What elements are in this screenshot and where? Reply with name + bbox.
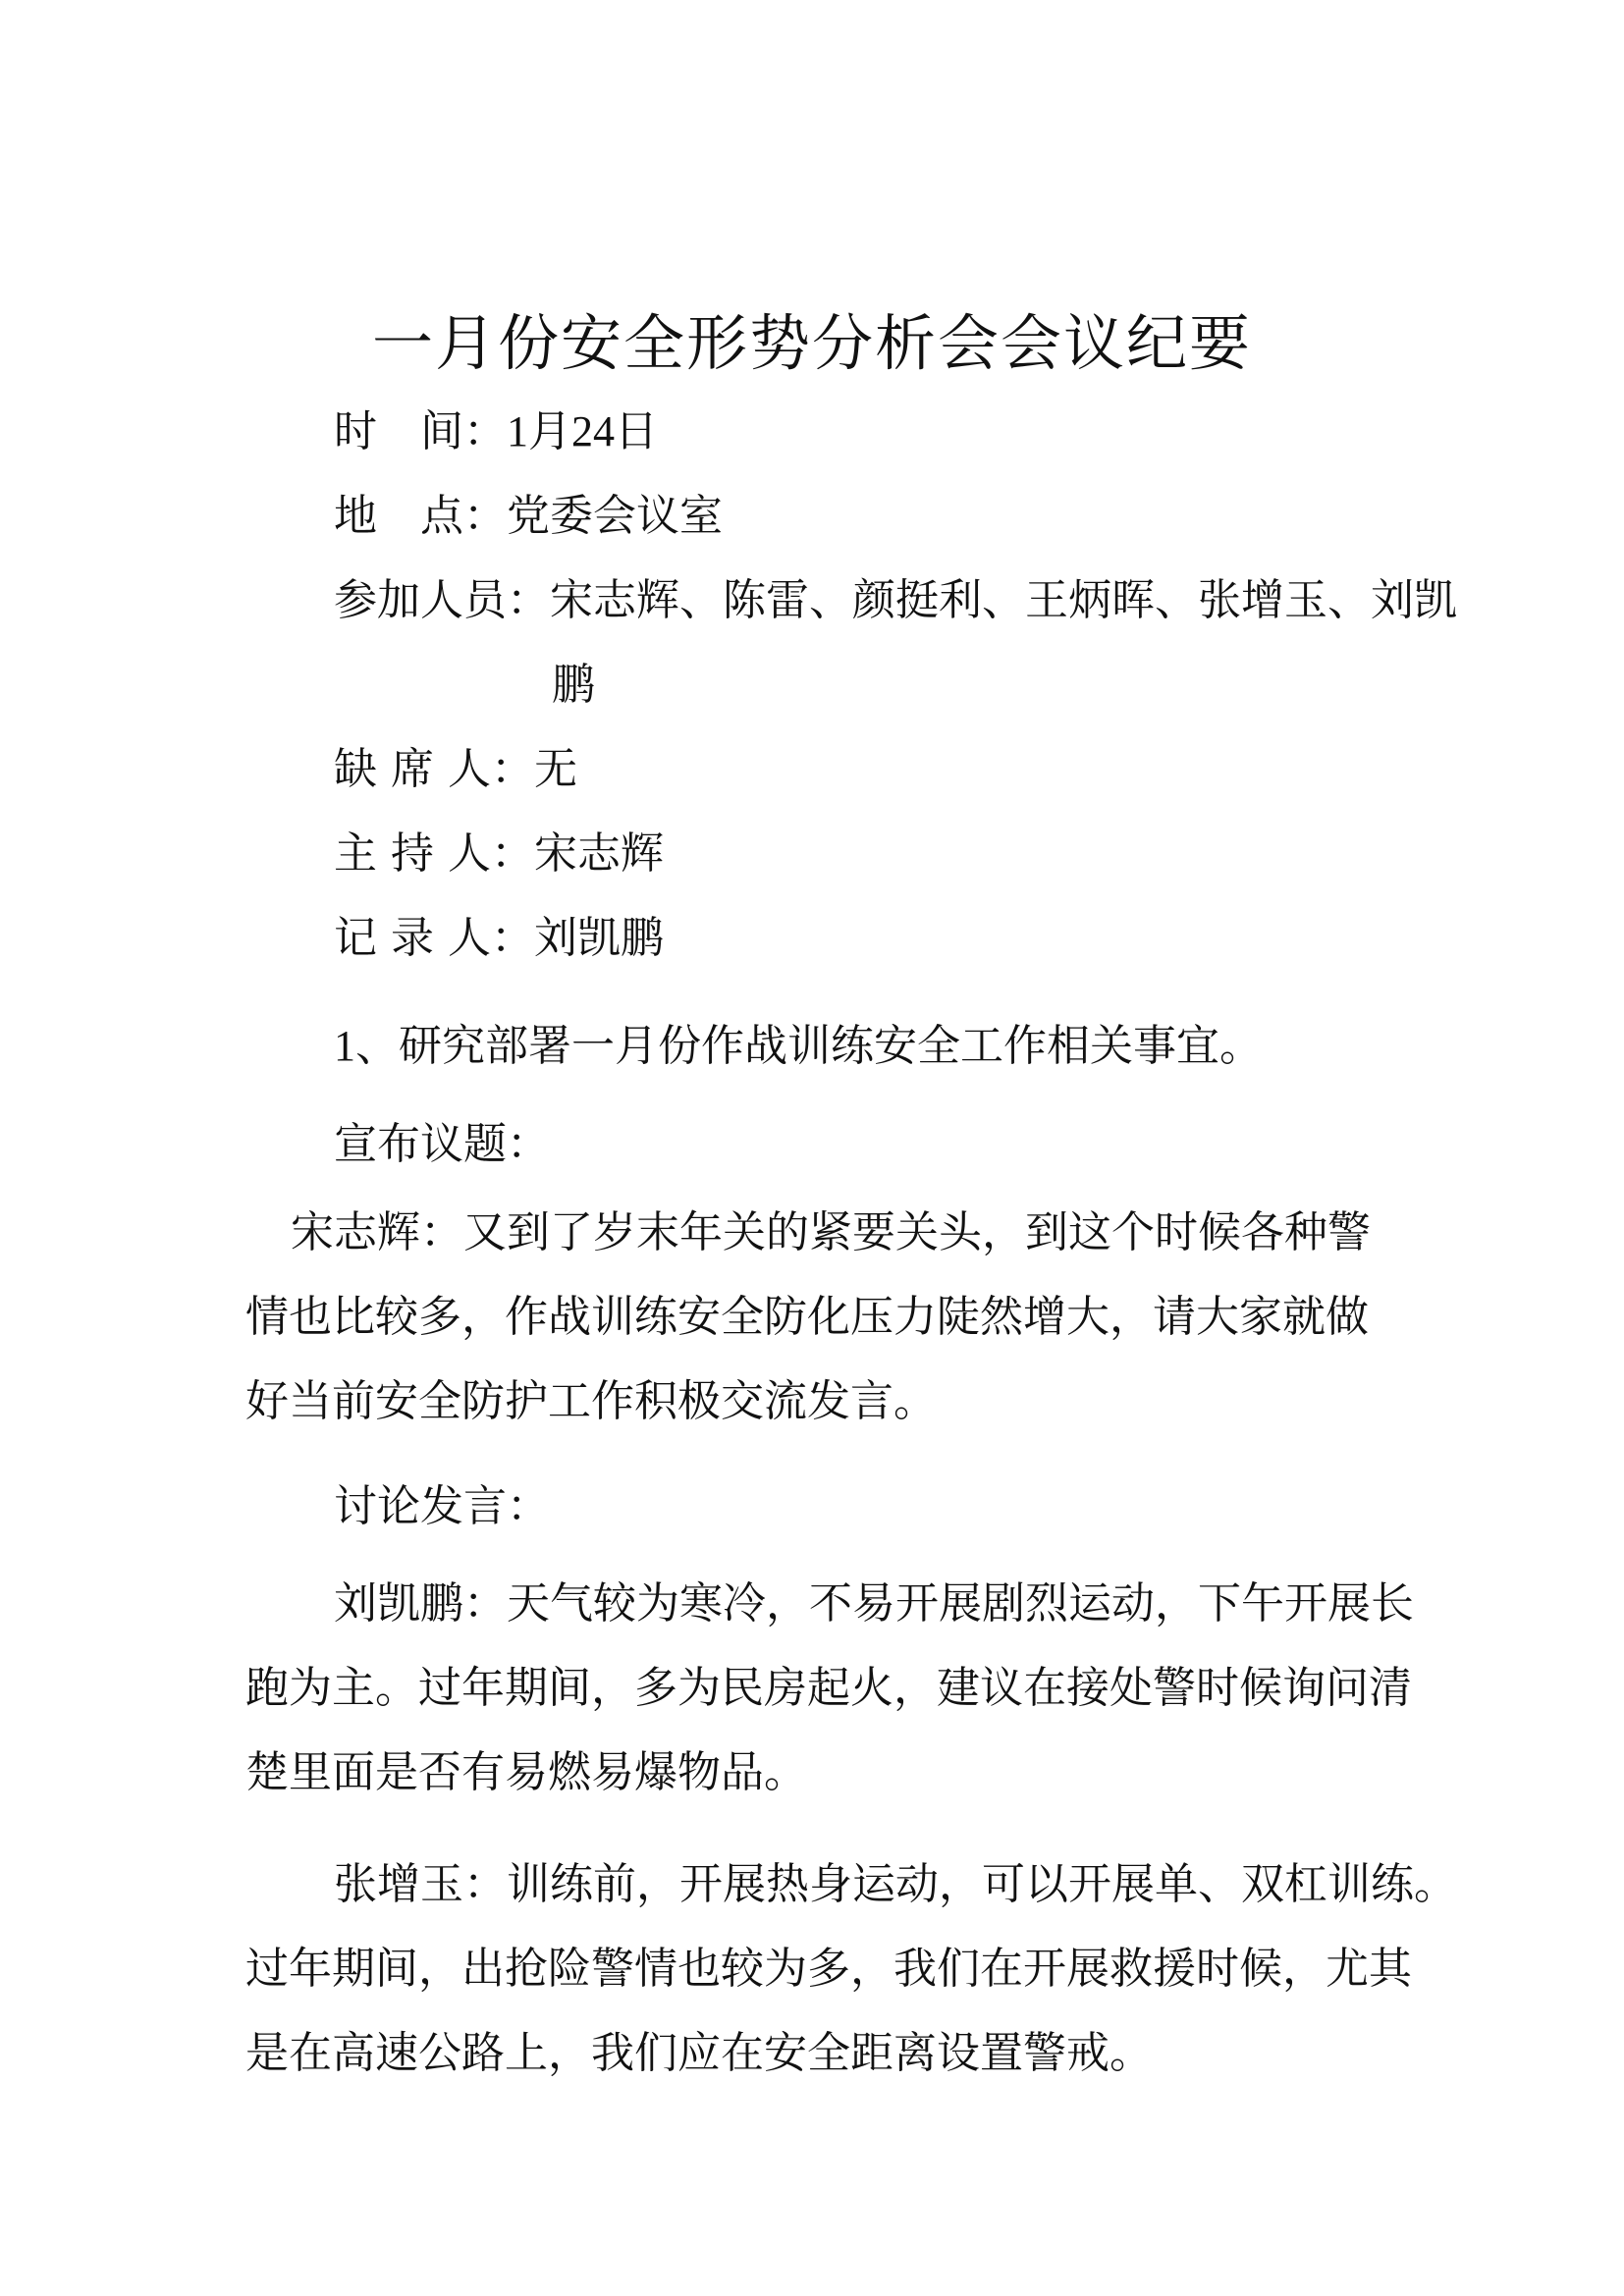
attendees-line-2: 鹏 [552,660,595,710]
time-day-number: 24 [571,407,615,455]
liu-paragraph-line-2: 跑为主。过年期间，多为民房起火，建议在接处警时候询问清 [245,1663,1412,1713]
absent-label: 缺 席 人： [334,744,534,794]
time-day-char: 日 [615,406,658,456]
liu-paragraph-line-3: 楚里面是否有易燃易爆物品。 [245,1747,807,1797]
topic-line [334,1017,1263,1076]
topic-text: 、研究部署一月份作战训练安全工作相关事宜。 [355,1021,1263,1071]
place-value: 党委会议室 [507,491,723,541]
topic-number: 1 [334,1022,355,1070]
meta-absent [334,740,577,799]
time-label: 时 间： [334,406,507,456]
song-paragraph-line-2: 情也比较多，作战训练安全防化压力陡然增大，请大家就做 [245,1292,1369,1342]
zhang-paragraph-line-1: 张增玉：训练前，开展热身运动，可以开展单、双杠训练。 [334,1859,1457,1909]
time-month-char: 月 [528,406,571,456]
meta-recorder [334,909,664,968]
document-title: 一月份安全形势分析会会议纪要 [371,307,1252,379]
meta-host [334,825,664,883]
zhang-paragraph-line-2: 过年期间，出抢险警情也较为多，我们在开展救援时候，尤其 [245,1944,1412,1994]
absent-value: 无 [533,744,577,794]
meta-attendees [334,571,1457,630]
song-paragraph-line-3: 好当前安全防护工作积极交流发言。 [245,1376,937,1426]
place-label: 地 点： [334,491,507,541]
host-label: 主 持 人： [334,828,534,879]
host-value: 宋志辉 [533,828,664,879]
meta-place [334,487,723,546]
attendees-line-1: 宋志辉、陈雷、颜挺利、王炳晖、张增玉、刘凯 [550,575,1457,625]
time-month-number: 1 [507,407,528,455]
meta-time [334,402,658,461]
zhang-paragraph-line-3: 是在高速公路上，我们应在安全距离设置警戒。 [245,2028,1153,2078]
song-paragraph-line-1: 宋志辉：又到了岁末年关的紧要关头，到这个时候各种警 [291,1207,1371,1257]
recorder-value: 刘凯鹏 [533,913,664,963]
recorder-label: 记 录 人： [334,913,534,963]
announce-label: 宣布议题： [334,1119,550,1169]
discuss-label: 讨论发言： [334,1481,550,1531]
liu-paragraph-line-1: 刘凯鹏：天气较为寒冷，不易开展剧烈运动，下午开展长 [334,1578,1414,1629]
attendees-label: 参加人员： [334,575,550,625]
